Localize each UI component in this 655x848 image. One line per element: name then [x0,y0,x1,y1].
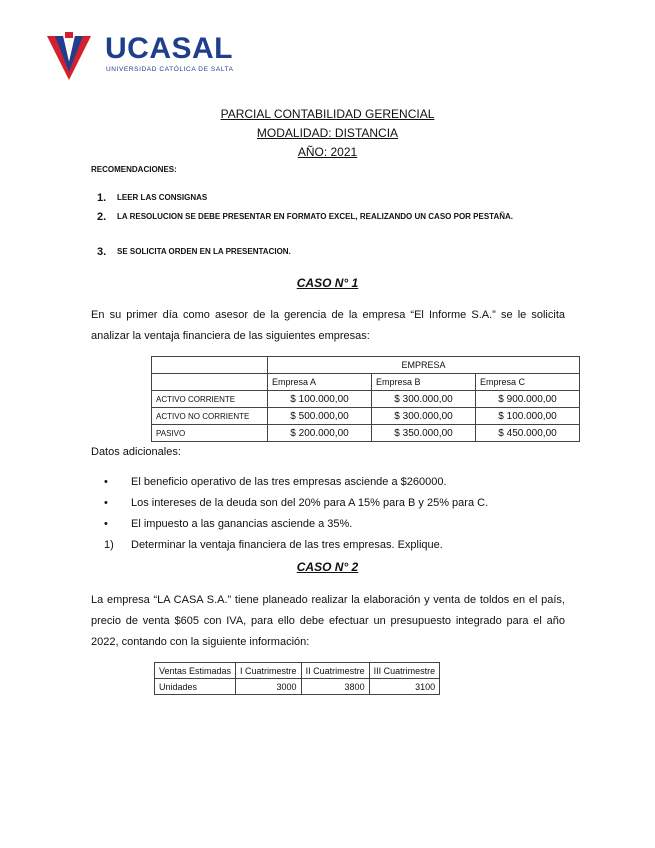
row-label: PASIVO [152,425,268,442]
case1-intro: En su primer día como asesor de la gerencia de la empresa “El Informe S.A.” se le solicita analizar la ventaja financiera de las siguientes empresas: [91,309,565,342]
column-header: Empresa A [268,374,372,391]
exam-modality: MODALIDAD: DISTANCIA [256,126,399,140]
row-label: Unidades [155,679,236,695]
table-cell: $ 300.000,00 [372,391,476,408]
additional-data-title: Datos adicionales: [91,446,181,458]
companies-table [151,356,580,442]
exam-year: AÑO: 2021 [297,145,358,159]
case2-intro: La empresa “LA CASA S.A.” tiene planeado realizar la elaboración y venta de toldos en el país, precio de venta $605 con IVA, para ello debe efectuar un presupuesto integrado para el año 2022, contando con la siguiente información: [91,594,565,648]
table-cell: $ 100.000,00 [476,408,580,425]
ucasal-logo-mark-icon [47,32,91,80]
case2-title: CASO N° 2 [296,560,359,574]
table-cell: $ 350.000,00 [372,425,476,442]
recommendation-item: 3. SE SOLICITA ORDEN EN LA PRESENTACION. [97,246,291,258]
column-header: Ventas Estimadas [155,663,236,679]
column-header: III Cuatrimestre [369,663,440,679]
table-row [152,408,580,425]
row-label: ACTIVO NO CORRIENTE [152,408,268,425]
bullet-item: • Los intereses de la deuda son del 20% para A 15% para B y 25% para C. [104,497,489,509]
table-cell: $ 300.000,00 [372,408,476,425]
column-header: Empresa C [476,374,580,391]
question-item: 1) Determinar la ventaja financiera de las tres empresas. Explique. [104,539,443,551]
table-row [152,391,580,408]
table-group-header: EMPRESA [268,357,580,374]
table-cell: $ 200.000,00 [268,425,372,442]
column-header: I Cuatrimestre [236,663,302,679]
recommendation-item: 2. LA RESOLUCION SE DEBE PRESENTAR EN FORMATO EXCEL, REALIZANDO UN CASO POR PESTAÑA. [97,211,514,223]
table-cell: 3800 [301,679,369,695]
case1-title: CASO N° 1 [296,276,359,290]
table-row [155,679,440,695]
table-row [152,425,580,442]
table-cell: $ 500.000,00 [268,408,372,425]
logo-name: UCASAL [105,32,233,65]
exam-title: PARCIAL CONTABILIDAD GERENCIAL [220,107,435,121]
table-cell: 3100 [369,679,440,695]
recommendations-title: RECOMENDACIONES: [91,165,177,174]
column-header: Empresa B [372,374,476,391]
row-label: ACTIVO CORRIENTE [152,391,268,408]
table-cell: $ 450.000,00 [476,425,580,442]
sales-table [154,662,440,695]
bullet-item: • El beneficio operativo de las tres empresas asciende a $260000. [104,476,447,488]
recommendation-item: 1. LEER LAS CONSIGNAS [97,192,208,204]
table-cell: $ 100.000,00 [268,391,372,408]
table-cell: $ 900.000,00 [476,391,580,408]
column-header: II Cuatrimestre [301,663,369,679]
bullet-item: • El impuesto a las ganancias asciende a 35%. [104,518,353,530]
logo-subtitle: UNIVERSIDAD CATÓLICA DE SALTA [106,66,234,73]
table-cell: 3000 [236,679,302,695]
